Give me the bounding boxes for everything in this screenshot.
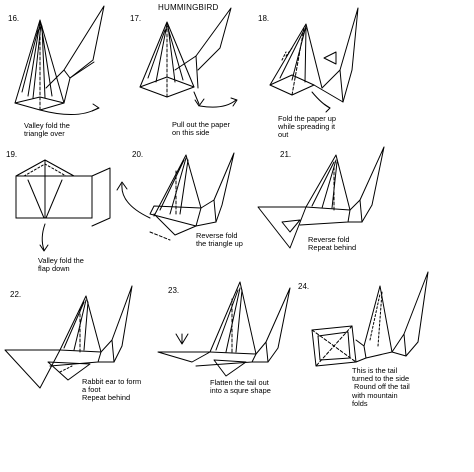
step-20-number: 20. bbox=[132, 150, 144, 159]
step-16-figure bbox=[15, 6, 104, 115]
step-20-caption: Reverse fold the triangle up bbox=[196, 231, 243, 249]
step-24-figure bbox=[312, 272, 428, 366]
step-21-caption: Reverse fold Repeat behind bbox=[308, 235, 357, 253]
step-24-caption: This is the tail turned to the side Round off the tail with mountain folds bbox=[352, 366, 410, 408]
step-24-number: 24. bbox=[298, 282, 310, 291]
step-21-number: 21. bbox=[280, 150, 292, 159]
step-22-caption: Rabbit ear to form a foot Repeat behind bbox=[82, 377, 142, 403]
step-16-caption: Valley fold the triangle over bbox=[24, 121, 70, 139]
step-23-figure bbox=[158, 282, 290, 376]
step-19-number: 19. bbox=[6, 150, 18, 159]
step-20-figure bbox=[117, 153, 234, 240]
step-21-figure bbox=[258, 147, 384, 248]
step-19-figure bbox=[16, 160, 110, 251]
step-22-figure bbox=[5, 286, 132, 388]
step-17-figure bbox=[140, 8, 237, 107]
step-17-caption: Pull out the paper on this side bbox=[172, 120, 230, 138]
step-17-number: 17. bbox=[130, 14, 142, 23]
step-18-caption: Fold the paper up while spreading it out bbox=[278, 114, 336, 140]
step-18-number: 18. bbox=[258, 14, 270, 23]
step-19-caption: Valley fold the flap down bbox=[38, 256, 84, 274]
step-23-caption: Flatten the tail out into a squre shape bbox=[210, 378, 271, 396]
step-23-number: 23. bbox=[168, 286, 180, 295]
step-22-number: 22. bbox=[10, 290, 22, 299]
diagram-title: HUMMINGBIRD bbox=[158, 3, 219, 12]
step-16-number: 16. bbox=[8, 14, 20, 23]
step-18-figure bbox=[270, 8, 358, 112]
